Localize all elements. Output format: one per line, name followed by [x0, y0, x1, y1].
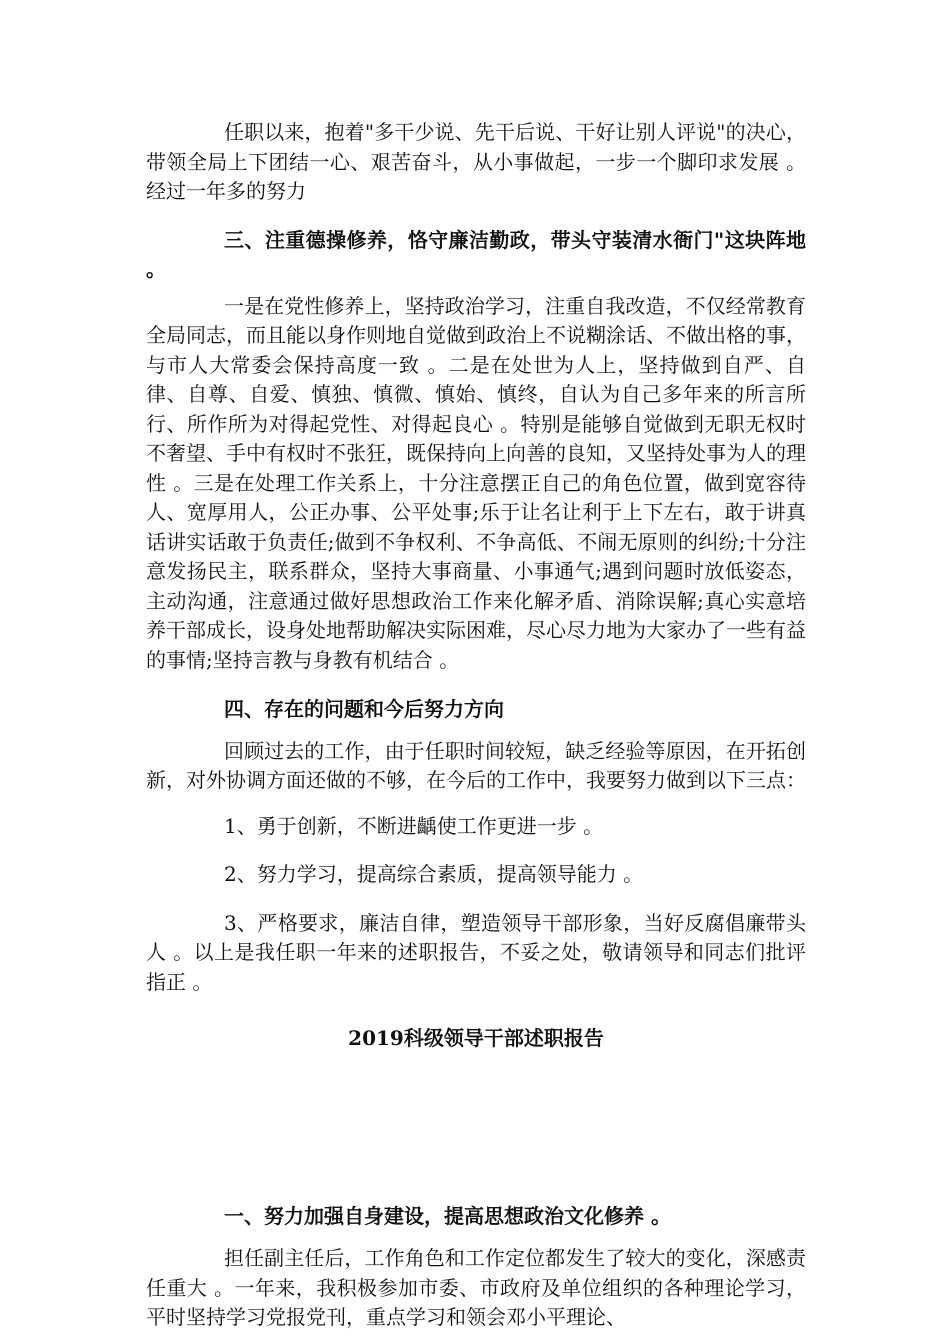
section-1-paragraph: 担任副主任后，工作角色和工作定位都发生了较大的变化，深感责任重大 。一年来，我积极参加市委、市政府及单位组织的各种理论学习，平时坚持学习党报党刊，重点学习和领会邓小平理论、	[146, 1246, 806, 1329]
document-title: 2019科级领导干部述职报告	[348, 1026, 604, 1050]
document-body	[146, 118, 806, 1333]
section-heading-3: 三、注重德操修养，恪守廉洁勤政，带头守装清水衙门"这块阵地 。	[146, 227, 806, 281]
list-item-1: 1、勇于创新，不断进齲使工作更进一步 。	[224, 813, 604, 838]
section-3-paragraph: 一是在党性修养上，坚持政治学习，注重自我改造，不仅经常教育全局同志，而且能以身作则地自觉做到政治上不说糊涂话、不做出格的事，与市人大常委会保持高度一致 。二是在处世为人上，坚持做到自严、自律、自尊、自爱、慎独、慎微、慎始、慎终，自认为自己多年来的所言所行、所作所为对得起党性、对得起良心 。特别是能够自觉做到无职无权时不奢望、手中有权时不张狂，既保持向上向善的良知，又坚持处事为人的理性 。三是在处理工作关系上，十分注意摆正自己的角色位置，做到宽容待人、宽厚用人，公正办事、公平处事;乐于让名让利于上下左右，敢于讲真话讲实话敢于负责任;做到不争权利、不争高低、不闹无原则的纠纷;十分注意发扬民主，联系群众，坚持大事商量、小事通气;遇到问题时放低姿态，主动沟通，注意通过做好思想政治工作来化解矛盾、消除误解;真心实意培养干部成长，设身处地帮助解决实际困难，尽心尽力地为大家办了一些有益的事情;坚持言教与身教有机结合 。	[146, 293, 806, 672]
intro-paragraph: 任职以来，抱着"多干少说、先干后说、干好让别人评说"的决心，带领全局上下团结一心、艰苦奋斗，从小事做起，一步一个脚印求发展 。经过一年多的努力	[146, 120, 806, 203]
list-item-3: 3、严格要求，廉洁自律，塑造领导干部形象，当好反腐倡廉带头人 。以上是我任职一年来的述职报告，不妥之处，敬请领导和同志们批评指正 。	[146, 910, 806, 994]
section-4-paragraph: 回顾过去的工作，由于任职时间较短，缺乏经验等原因，在开拓创新，对外协调方面还做的不够，在今后的工作中，我要努力做到以下三点：	[146, 738, 806, 792]
section-heading-4: 四、存在的问题和今后努力方向	[224, 697, 504, 721]
section-heading-1: 一、努力加强自身建设，提高思想政治文化修养 。	[224, 1203, 671, 1228]
list-item-2: 2、努力学习，提高综合素质，提高领导能力 。	[224, 862, 644, 886]
